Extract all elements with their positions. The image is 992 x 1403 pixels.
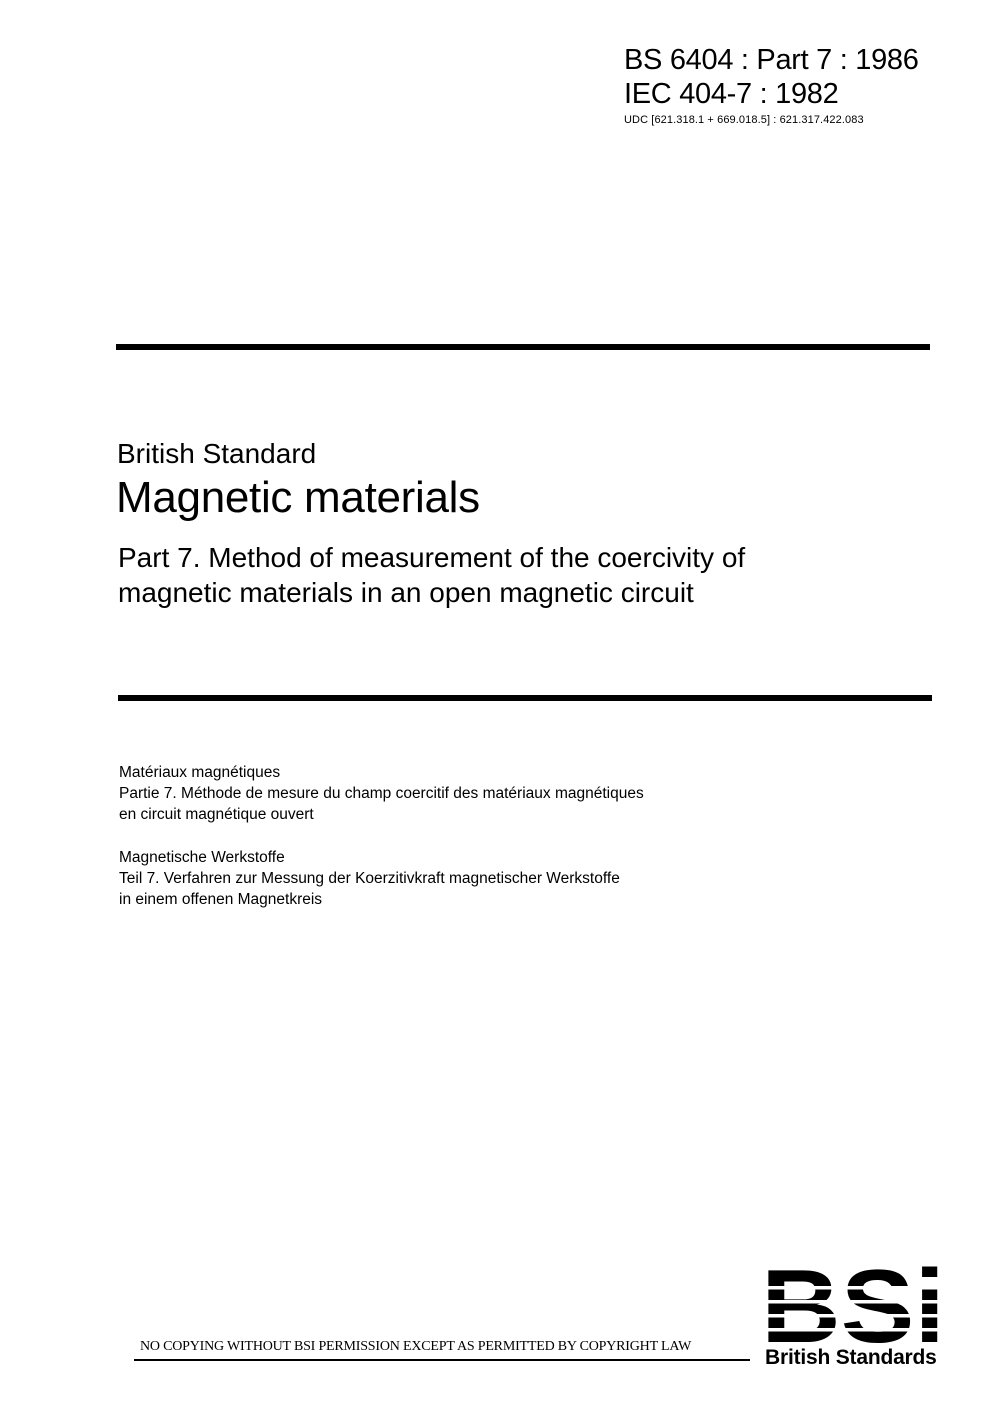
document-subtitle xyxy=(118,540,745,610)
subtitle-line: magnetic materials in an open magnetic circuit xyxy=(118,577,694,608)
french-title-block xyxy=(119,762,644,825)
top-rule xyxy=(116,344,930,350)
subtitle-line: Part 7. Method of measurement of the coercivity of xyxy=(118,542,746,573)
bottom-rule xyxy=(118,695,932,701)
iec-number: IEC 404-7 : 1982 xyxy=(624,78,839,110)
udc-classification: UDC [621.318.1 + 669.018.5] : 621.317.422.083 xyxy=(624,114,864,126)
standard-number: BS 6404 : Part 7 : 1986 xyxy=(624,44,919,76)
copyright-notice: NO COPYING WITHOUT BSI PERMISSION EXCEPT AS PERMITTED BY COPYRIGHT LAW xyxy=(140,1339,692,1354)
german-title-line: Magnetische Werkstoffe xyxy=(119,849,285,866)
bsi-logo xyxy=(763,1262,943,1344)
german-title-block xyxy=(119,847,620,910)
copyright-underline xyxy=(134,1359,750,1361)
german-title-line: Teil 7. Verfahren zur Messung der Koerzitivkraft magnetischer Werkstoffe xyxy=(119,870,620,887)
logo-subtitle: British Standards xyxy=(765,1346,937,1369)
document-type-label: British Standard xyxy=(117,438,317,469)
french-title-line: Partie 7. Méthode de mesure du champ coercitif des matériaux magnétiques xyxy=(119,785,644,802)
french-title-line: en circuit magnétique ouvert xyxy=(119,806,314,823)
german-title-line: in einem offenen Magnetkreis xyxy=(119,891,323,908)
document-title: Magnetic materials xyxy=(116,473,480,522)
french-title-line: Matériaux magnétiques xyxy=(119,764,281,781)
